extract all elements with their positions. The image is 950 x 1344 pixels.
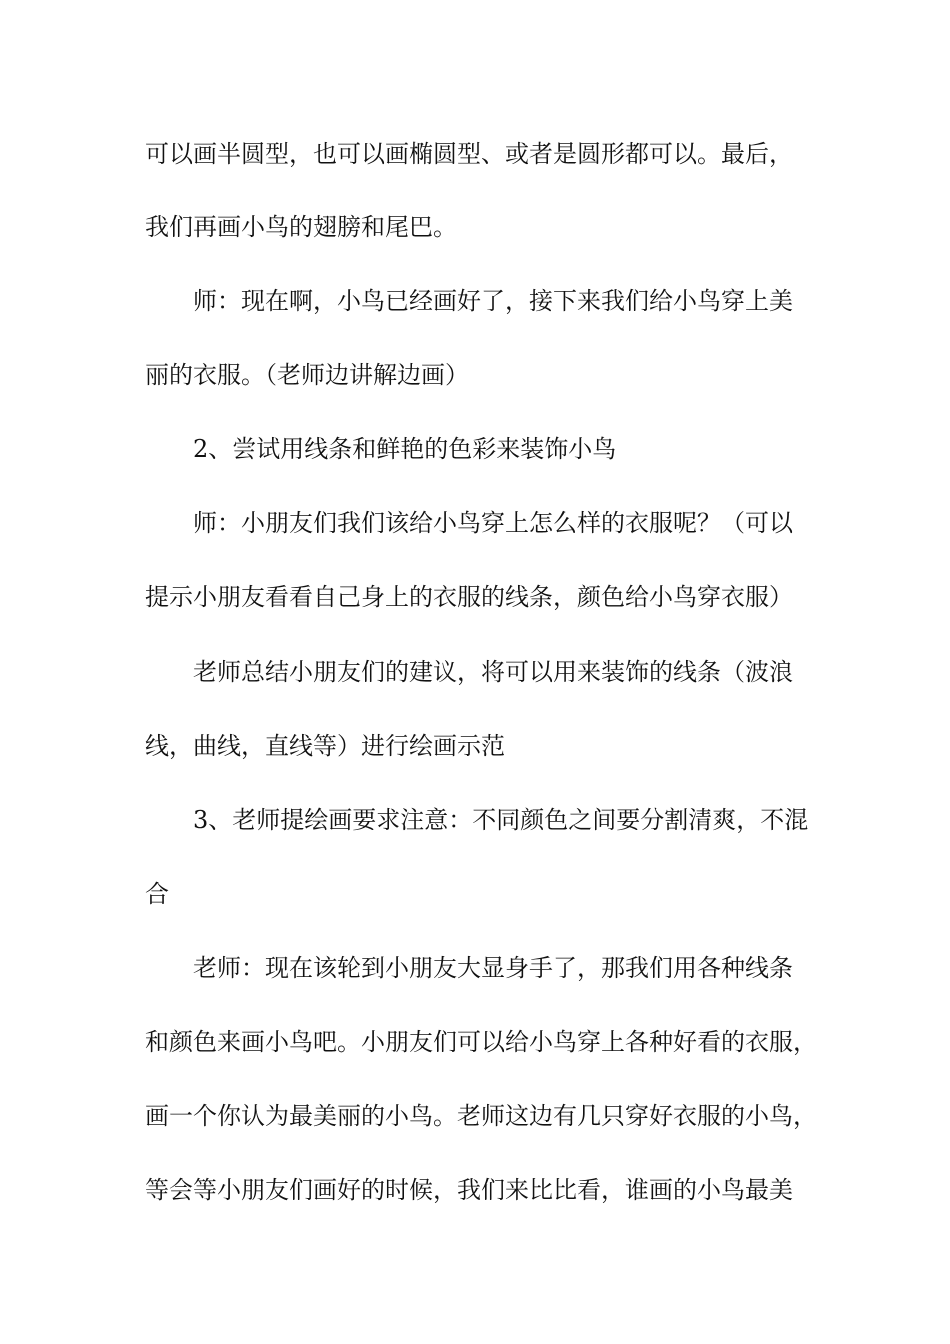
text-line: 师：现在啊，小鸟已经画好了，接下来我们给小鸟穿上美 <box>193 287 793 315</box>
text-line: 等会等小朋友们画好的时候，我们来比比看，谁画的小鸟最美 <box>145 1176 793 1204</box>
text-line: 线，曲线，直线等）进行绘画示范 <box>145 732 505 760</box>
text-line: 合 <box>145 880 169 908</box>
text-line: 和颜色来画小鸟吧。小朋友们可以给小鸟穿上各种好看的衣服， <box>145 1028 817 1056</box>
text-line: 2、尝试用线条和鲜艳的色彩来装饰小鸟 <box>193 435 617 463</box>
text-line: 提示小朋友看看自己身上的衣服的线条，颜色给小鸟穿衣服） <box>145 583 793 611</box>
text-line: 画一个你认为最美丽的小鸟。老师这边有几只穿好衣服的小鸟， <box>145 1102 817 1130</box>
text-line: 可以画半圆型，也可以画椭圆型、或者是圆形都可以。最后， <box>145 140 793 168</box>
text-line: 师：小朋友们我们该给小鸟穿上怎么样的衣服呢？（可以 <box>193 509 793 537</box>
text-line: 老师：现在该轮到小朋友大显身手了，那我们用各种线条 <box>193 954 793 982</box>
text-line: 老师总结小朋友们的建议，将可以用来装饰的线条（波浪 <box>193 658 793 686</box>
text-line: 丽的衣服。（老师边讲解边画） <box>145 361 469 389</box>
text-line: 我们再画小鸟的翅膀和尾巴。 <box>145 213 457 241</box>
text-line: 3、老师提绘画要求注意：不同颜色之间要分割清爽，不混 <box>193 806 809 834</box>
